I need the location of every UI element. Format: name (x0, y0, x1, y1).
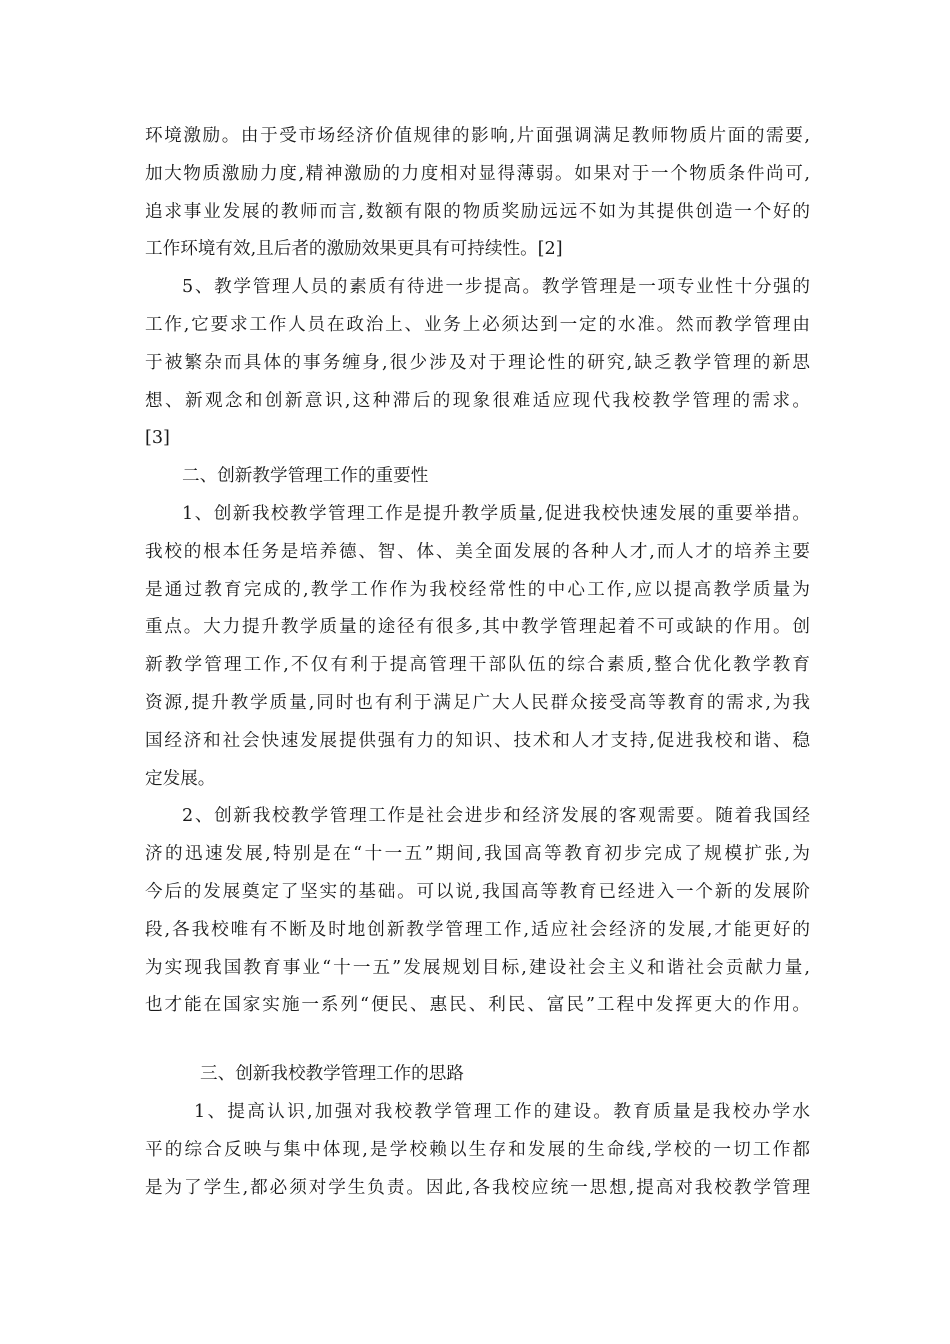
text-line: 是为了学生,都必须对学生负责。因此,各我校应统一思想,提高对我校教学管理 (145, 1177, 810, 1198)
text-line: 济的迅速发展,特别是在“十一五”期间,我国高等教育初步完成了规模扩张,为 (145, 844, 810, 865)
section-heading-approach: 三、创新我校教学管理工作的思路 (200, 1064, 464, 1085)
paragraph-social-progress (145, 798, 810, 1025)
text-line: 为实现我国教育事业“十一五”发展规划目标,建设社会主义和谐社会贡献力量, (145, 957, 810, 978)
text-line: 也才能在国家实施一系列“便民、惠民、利民、富民”工程中发挥更大的作用。 (145, 995, 810, 1016)
paragraph-staff-quality (145, 269, 810, 458)
text-line: 段,各我校唯有不断及时地创新教学管理工作,适应社会经济的发展,才能更好的 (145, 919, 810, 940)
text-line: 重点。大力提升教学质量的途径有很多,其中教学管理起着不可或缺的作用。创 (145, 617, 810, 638)
text-line: [3] (145, 428, 170, 449)
text-line: 于被繁杂而具体的事务缠身,很少涉及对于理论性的研究,缺乏教学管理的新思 (145, 352, 810, 373)
text-line: 今后的发展奠定了坚实的基础。可以说,我国高等教育已经进入一个新的发展阶 (145, 881, 810, 902)
text-line: 追求事业发展的教师而言,数额有限的物质奖励远远不如为其提供创造一个好的 (145, 201, 810, 222)
text-line: 1、创新我校教学管理工作是提升教学质量,促进我校快速发展的重要举措。 (182, 503, 810, 524)
text-line: 环境激励。由于受市场经济价值规律的影响,片面强调满足教师物质片面的需要, (145, 126, 810, 146)
text-line: 是通过教育完成的,教学工作作为我校经常性的中心工作,应以提高教学质量为 (145, 579, 810, 600)
text-line: 加大物质激励力度,精神激励的力度相对显得薄弱。如果对于一个物质条件尚可, (145, 163, 810, 184)
text-line: 平的综合反映与集中体现,是学校赖以生存和发展的生命线,学校的一切工作都 (145, 1139, 810, 1160)
text-line: 我校的根本任务是培养德、智、体、美全面发展的各种人才,而人才的培养主要 (145, 541, 810, 562)
text-line: 定发展。 (145, 768, 216, 789)
paragraph-raise-awareness (145, 1094, 810, 1207)
text-line: 工作,它要求工作人员在政治上、业务上必须达到一定的水准。然而教学管理由 (145, 314, 810, 335)
text-line: 国经济和社会快速发展提供强有力的知识、技术和人才支持,促进我校和谐、稳 (145, 730, 810, 751)
text-line: 工作环境有效,且后者的激励效果更具有可持续性。[2] (145, 239, 563, 260)
document-page (145, 118, 810, 1207)
text-line: 资源,提升教学质量,同时也有利于满足广大人民群众接受高等教育的需求,为我 (145, 692, 810, 713)
text-line: 5、教学管理人员的素质有待进一步提高。教学管理是一项专业性十分强的 (182, 277, 810, 298)
text-line: 2、创新我校教学管理工作是社会进步和经济发展的客观需要。随着我国经 (182, 806, 810, 827)
section-heading-importance: 二、创新教学管理工作的重要性 (182, 466, 429, 487)
text-line: 想、新观念和创新意识,这种滞后的现象很难适应现代我校教学管理的需求。 (145, 390, 810, 411)
text-line: 新教学管理工作,不仅有利于提高管理干部队伍的综合素质,整合优化教学教育 (145, 655, 810, 676)
text-line: 1、提高认识,加强对我校教学管理工作的建设。教育质量是我校办学水 (194, 1101, 810, 1122)
paragraph-teaching-quality (145, 496, 810, 798)
paragraph-gap (145, 1025, 810, 1056)
paragraph-environment-incentive (145, 118, 810, 269)
